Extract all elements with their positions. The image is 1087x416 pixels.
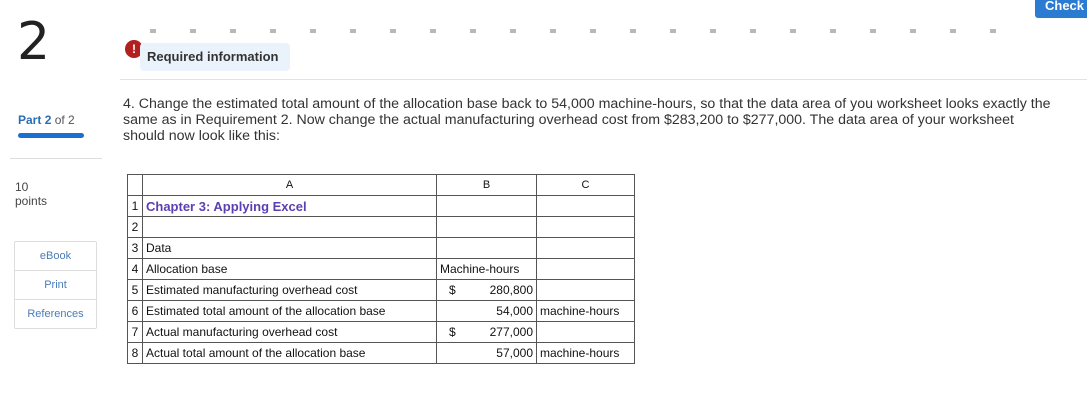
part-progress-bar [18,133,84,138]
currency-symbol: $ [449,325,456,339]
part-indicator [18,113,75,127]
points-display [15,180,47,208]
cell-c [537,217,635,238]
cell-value: 277,000 [489,325,533,339]
table-row [128,280,635,301]
table-row [128,196,635,217]
part-current: 2 [44,113,52,127]
row-number: 5 [128,280,143,301]
cell-c [537,238,635,259]
cell-a: Actual total amount of the allocation base [143,343,437,364]
row-number: 4 [128,259,143,280]
cell-b [437,196,537,217]
cell-c [537,322,635,343]
part-total: of 2 [54,113,75,127]
cell-b: 54,000 [437,301,537,322]
cell-a: Estimated total amount of the allocation base [143,301,437,322]
table-row [128,343,635,364]
row-number: 7 [128,322,143,343]
print-button[interactable]: Print [15,271,96,300]
column-header-c: C [537,175,635,196]
cell-a: Data [143,238,437,259]
cell-c [537,280,635,301]
references-button[interactable]: References [27,308,84,320]
cell-c [537,196,635,217]
part-prefix: Part [18,113,42,127]
cell-c: machine-hours [537,343,635,364]
cell-value: 280,800 [489,283,533,297]
row-number: 6 [128,301,143,322]
spreadsheet [127,174,635,364]
points-value: 10 [15,180,29,194]
row-number: 3 [128,238,143,259]
cell-c: machine-hours [537,301,635,322]
cell-a [143,217,437,238]
cell-c [537,259,635,280]
instruction-text: 4. Change the estimated total amount of the allocation base back to 54,000 machine-hours, so that the data area of you worksheet looks exactly the same as in Requirement 2. Now change the actual manufacturing overhead cost from $283,200 to $277,000. The data area of your worksheet should now look like this: [123,96,1051,144]
table-row [128,322,635,343]
points-label: points [15,194,48,208]
cell-b [437,238,537,259]
table-row [128,259,635,280]
currency-symbol: $ [449,283,456,297]
cell-b [437,217,537,238]
column-header-b: B [437,175,537,196]
table-row [128,238,635,259]
column-header-row [128,175,635,196]
part-label [18,113,51,127]
cell-a: Actual manufacturing overhead cost [143,322,437,343]
cell-b: Machine-hours [437,259,537,280]
ebook-button[interactable]: eBook [15,242,96,271]
sheet-title: Chapter 3: Applying Excel [143,196,437,217]
cell-b [437,322,537,343]
check-button[interactable]: Check [1035,0,1087,18]
table-row [128,217,635,238]
table-row [128,301,635,322]
cell-b [437,280,537,301]
divider [120,79,1087,80]
divider [10,158,102,159]
alert-icon: ! [125,40,143,58]
cell-a: Estimated manufacturing overhead cost [143,280,437,301]
column-header-a: A [143,175,437,196]
cell-b: 57,000 [437,343,537,364]
clipped-text-line [150,29,1020,33]
row-number: 1 [128,196,143,217]
required-information-label[interactable]: Required information [140,43,290,71]
cell-a: Allocation base [143,259,437,280]
question-number: 2 [17,12,51,72]
row-number: 2 [128,217,143,238]
corner-cell [128,175,143,196]
row-number: 8 [128,343,143,364]
resource-buttons [14,241,97,329]
